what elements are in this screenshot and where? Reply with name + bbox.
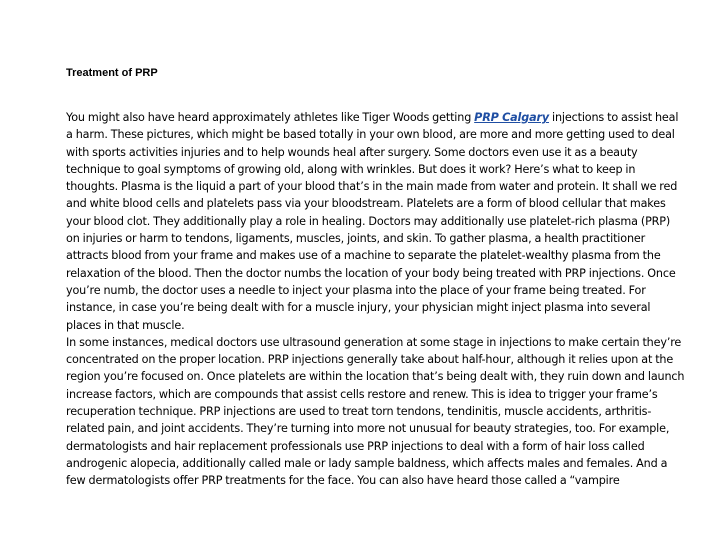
paragraph-2: In some instances, medical doctors use ultrasound generation at some stage in injections to make certain they’re concentrated on the proper location. PRP injections generally take about half-hour, although it relies upon at the region you’re focused on. Once platelets are within the location that’s being dealt with, they ruin down and launch increase factors, which are compounds that assist cells restore and renew. This is idea to trigger your frame’s recuperation technique. PRP injections are used to treat torn tendons, tendinitis, muscle accidents, arthritis-related pain, and joint accidents. They’re turning into more not unusual for beauty strategies, too. For example, dermatologists and hair replacement professionals use PRP injections to deal with a form of hair loss called androgenic alopecia, additionally called male or lady sample baldness, which affects males and females. And a few dermatologists offer PRP treatments for the face. You can also have heard those called a “vampire — [66, 335, 685, 488]
paragraph-1-text-before-link: You might also have heard approximately athletes like Tiger Woods getting — [66, 111, 475, 124]
document-body — [66, 109, 686, 490]
prp-calgary-link[interactable]: PRP Calgary — [474, 111, 549, 124]
paragraph-1 — [66, 109, 686, 334]
document-title: Treatment of PRP — [66, 67, 158, 79]
paragraph-1-text-after-link: injections to assist heal a harm. These pictures, which might be based totally in your own blood, are more and more getting used to deal with sports activities injuries and to help wounds heal after surgery. Some doctors even use it as a beauty technique to goal symptoms of growing old, along with wrinkles. But does it work? Here’s what to keep in thoughts. Plasma is the liquid a part of your blood that’s in the main made from water and protein. It shall we red and white blood cells and platelets pass via your bloodstream. Platelets are a form of blood cellular that makes your blood clot. They additionally play a role in healing. Doctors may additionally use platelet-rich plasma (PRP) on injuries or harm to tendons, ligaments, muscles, joints, and skin. To gather plasma, a health practitioner attracts blood from your frame and makes use of a machine to separate the platelet-wealthy plasma from the relaxation of the blood. Then the doctor numbs the location of your body being treated with PRP injections. Once you’re numb, the doctor uses a needle to inject your plasma into the place of your frame being treated. For instance, in case you’re being dealt with for a muscle injury, your physician might inject plasma into several places in that muscle. — [66, 111, 679, 332]
